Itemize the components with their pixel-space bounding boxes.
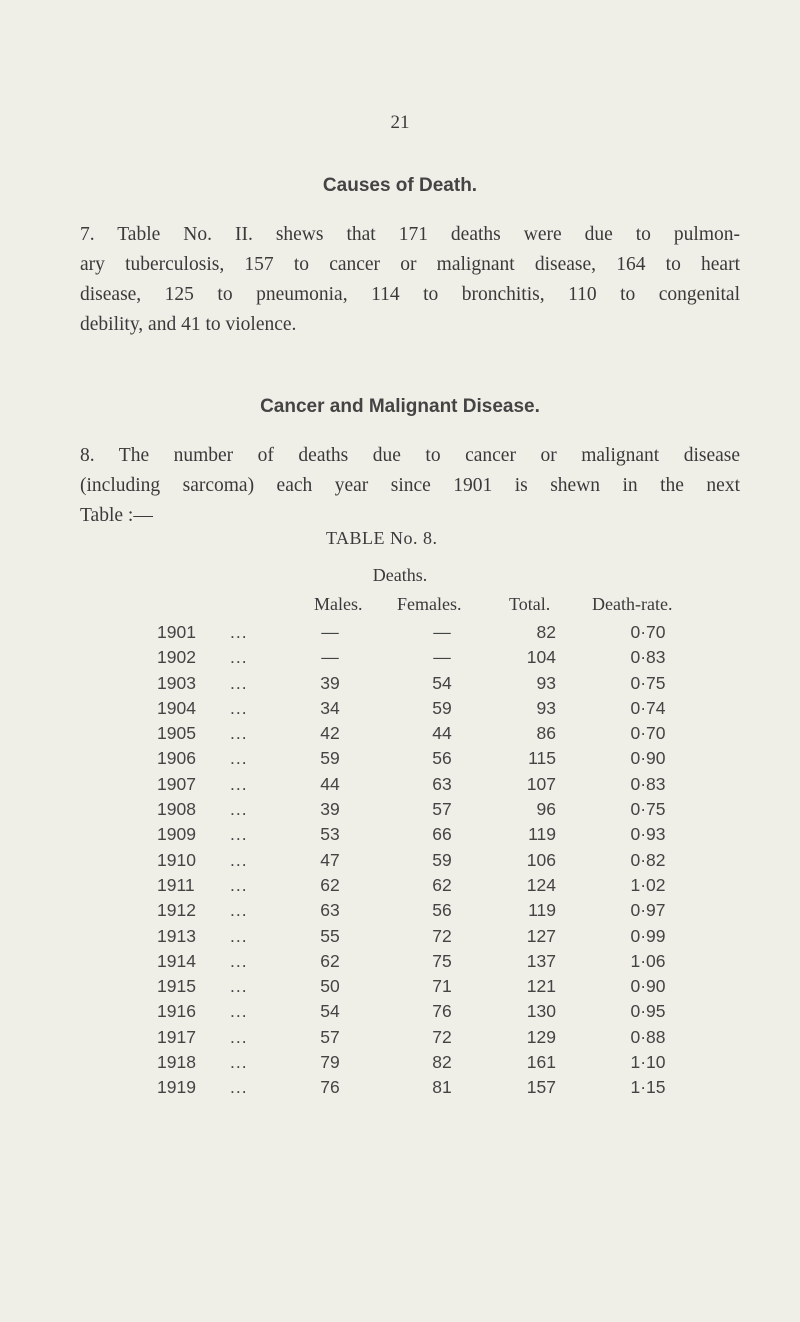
death-rate-cell: 0·75 — [630, 799, 666, 820]
death-rate-cell: 0·93 — [630, 824, 666, 845]
table-row — [0, 673, 800, 698]
total-cell: 82 — [536, 622, 556, 642]
leader-dots: ... — [230, 874, 248, 895]
leader-dots: ... — [230, 976, 248, 997]
year-cell: 1911 — [157, 874, 195, 895]
males-cell: 34 — [320, 697, 340, 718]
year-cell: 1918 — [157, 1052, 196, 1073]
males-cell: 62 — [320, 950, 340, 971]
year-cell: 1910 — [157, 849, 196, 870]
year-cell: 1914 — [157, 950, 196, 971]
total-cell: 119 — [528, 900, 556, 921]
page-number: 21 — [390, 112, 410, 133]
total-cell: 93 — [536, 672, 556, 693]
death-rate-cell: 0·88 — [630, 1026, 666, 1047]
females-cell: 44 — [432, 723, 452, 744]
table-row — [0, 1052, 800, 1077]
leader-dots: ... — [230, 1052, 248, 1073]
males-cell: 47 — [320, 849, 340, 870]
table-group-header: Deaths. — [372, 565, 428, 585]
total-cell: 127 — [526, 925, 556, 946]
leader-dots: ... — [230, 647, 248, 668]
males-cell: 55 — [320, 925, 340, 946]
leader-dots: ... — [230, 723, 248, 744]
table-row — [0, 799, 800, 824]
death-rate-cell: 0·82 — [630, 849, 666, 870]
column-header-males: Males. — [314, 594, 363, 614]
females-cell: — — [433, 647, 451, 668]
total-cell: 104 — [526, 647, 556, 668]
year-cell: 1909 — [157, 824, 196, 845]
leader-dots: ... — [230, 824, 248, 845]
table-row — [0, 1001, 800, 1026]
total-cell: 106 — [526, 849, 556, 870]
leader-dots: ... — [230, 900, 248, 921]
total-cell: 107 — [526, 773, 556, 794]
death-rate-cell: 0·70 — [630, 622, 666, 642]
leader-dots: ... — [230, 748, 248, 769]
paragraph-line: ary tuberculosis, 157 to cancer or malignant disease, 164 to heart — [80, 254, 740, 275]
males-cell: 79 — [320, 1052, 340, 1073]
death-rate-cell: 1·10 — [630, 1052, 666, 1073]
males-cell: — — [321, 622, 339, 642]
females-cell: 62 — [432, 874, 452, 895]
year-cell: 1917 — [157, 1026, 196, 1047]
year-cell: 1904 — [157, 697, 196, 718]
males-cell: — — [321, 647, 339, 668]
table-row — [0, 875, 800, 900]
total-cell: 129 — [526, 1026, 556, 1047]
total-cell: 161 — [526, 1052, 556, 1073]
death-rate-cell: 1·15 — [630, 1077, 666, 1098]
table-row — [0, 850, 800, 875]
death-rate-cell: 1·02 — [630, 874, 666, 895]
males-cell: 53 — [320, 824, 340, 845]
death-rate-cell: 0·70 — [630, 723, 666, 744]
females-cell: 72 — [432, 925, 452, 946]
leader-dots: ... — [230, 849, 248, 870]
table-body — [0, 622, 800, 1103]
males-cell: 44 — [320, 773, 340, 794]
year-cell: 1907 — [157, 773, 196, 794]
total-cell: 157 — [526, 1077, 556, 1098]
section-heading-causes-of-death: Causes of Death. — [322, 175, 478, 196]
paragraph-line: debility, and 41 to violence. — [80, 314, 297, 335]
females-cell: 56 — [432, 748, 452, 769]
table-row — [0, 698, 800, 723]
total-cell: 115 — [528, 748, 556, 769]
death-rate-cell: 0·95 — [630, 1001, 666, 1022]
death-rate-cell: 0·83 — [630, 647, 666, 668]
table-row — [0, 900, 800, 925]
leader-dots: ... — [230, 1001, 248, 1022]
paragraph-causes-of-death — [80, 220, 740, 340]
paragraph-line: Table :— — [80, 505, 153, 526]
year-cell: 1919 — [157, 1077, 196, 1098]
females-cell: 66 — [432, 824, 452, 845]
females-cell: — — [433, 622, 451, 642]
paragraph-cancer — [80, 441, 740, 531]
paragraph-line: disease, 125 to pneumonia, 114 to bronchitis, 110 to congenital — [80, 284, 740, 305]
death-rate-cell: 0·99 — [630, 925, 666, 946]
females-cell: 75 — [432, 950, 452, 971]
females-cell: 57 — [432, 799, 452, 820]
males-cell: 63 — [320, 900, 340, 921]
year-cell: 1905 — [157, 723, 196, 744]
leader-dots: ... — [230, 773, 248, 794]
total-cell: 119 — [528, 824, 556, 845]
males-cell: 76 — [320, 1077, 340, 1098]
death-rate-cell: 0·90 — [630, 976, 666, 997]
year-cell: 1913 — [157, 925, 196, 946]
males-cell: 57 — [320, 1026, 340, 1047]
females-cell: 59 — [432, 849, 452, 870]
death-rate-cell: 0·75 — [630, 672, 666, 693]
total-cell: 93 — [536, 697, 556, 718]
total-cell: 121 — [526, 976, 556, 997]
table-row — [0, 824, 800, 849]
leader-dots: ... — [230, 1077, 248, 1098]
females-cell: 63 — [432, 773, 452, 794]
leader-dots: ... — [230, 799, 248, 820]
males-cell: 54 — [320, 1001, 340, 1022]
table-row — [0, 976, 800, 1001]
year-cell: 1916 — [157, 1001, 196, 1022]
table-row — [0, 951, 800, 976]
total-cell: 137 — [526, 950, 556, 971]
leader-dots: ... — [230, 697, 248, 718]
total-cell: 124 — [526, 874, 556, 895]
year-cell: 1915 — [157, 976, 196, 997]
section-heading-cancer: Cancer and Malignant Disease. — [260, 396, 540, 417]
death-rate-cell: 0·97 — [630, 900, 666, 921]
death-rate-cell: 1·06 — [630, 950, 666, 971]
paragraph-line: 7. Table No. II. shews that 171 deaths were due to pulmon- — [80, 224, 740, 245]
death-rate-cell: 0·83 — [630, 773, 666, 794]
leader-dots: ... — [230, 622, 248, 642]
year-cell: 1901 — [157, 622, 196, 642]
males-cell: 42 — [320, 723, 340, 744]
females-cell: 76 — [432, 1001, 452, 1022]
column-header-total: Total. — [509, 594, 551, 614]
females-cell: 56 — [432, 900, 452, 921]
total-cell: 130 — [526, 1001, 556, 1022]
males-cell: 39 — [320, 672, 340, 693]
leader-dots: ... — [230, 925, 248, 946]
paragraph-line: 8. The number of deaths due to cancer or malignant disease — [80, 445, 740, 466]
year-cell: 1912 — [157, 900, 196, 921]
males-cell: 59 — [320, 748, 340, 769]
females-cell: 54 — [432, 672, 452, 693]
death-rate-cell: 0·90 — [630, 748, 666, 769]
year-cell: 1906 — [157, 748, 196, 769]
females-cell: 81 — [432, 1077, 452, 1098]
year-cell: 1903 — [157, 672, 196, 693]
total-cell: 86 — [536, 723, 556, 744]
table-row — [0, 647, 800, 672]
table-row — [0, 926, 800, 951]
leader-dots: ... — [230, 950, 248, 971]
leader-dots: ... — [230, 672, 248, 693]
table-row — [0, 1077, 800, 1102]
females-cell: 82 — [432, 1052, 452, 1073]
males-cell: 50 — [320, 976, 340, 997]
females-cell: 71 — [432, 976, 452, 997]
leader-dots: ... — [230, 1026, 248, 1047]
table-row — [0, 774, 800, 799]
table-title: TABLE No. 8. — [326, 528, 438, 548]
males-cell: 39 — [320, 799, 340, 820]
column-header-death-rate: Death-rate. — [592, 594, 673, 614]
total-cell: 96 — [536, 799, 556, 820]
table-row — [0, 622, 800, 647]
table-row — [0, 748, 800, 773]
year-cell: 1908 — [157, 799, 196, 820]
death-rate-cell: 0·74 — [630, 697, 666, 718]
paragraph-line: (including sarcoma) each year since 1901 is shewn in the next — [80, 475, 740, 496]
males-cell: 62 — [320, 874, 340, 895]
table-row — [0, 723, 800, 748]
females-cell: 59 — [432, 697, 452, 718]
table-row — [0, 1027, 800, 1052]
column-header-females: Females. — [397, 594, 462, 614]
year-cell: 1902 — [157, 647, 196, 668]
females-cell: 72 — [432, 1026, 452, 1047]
